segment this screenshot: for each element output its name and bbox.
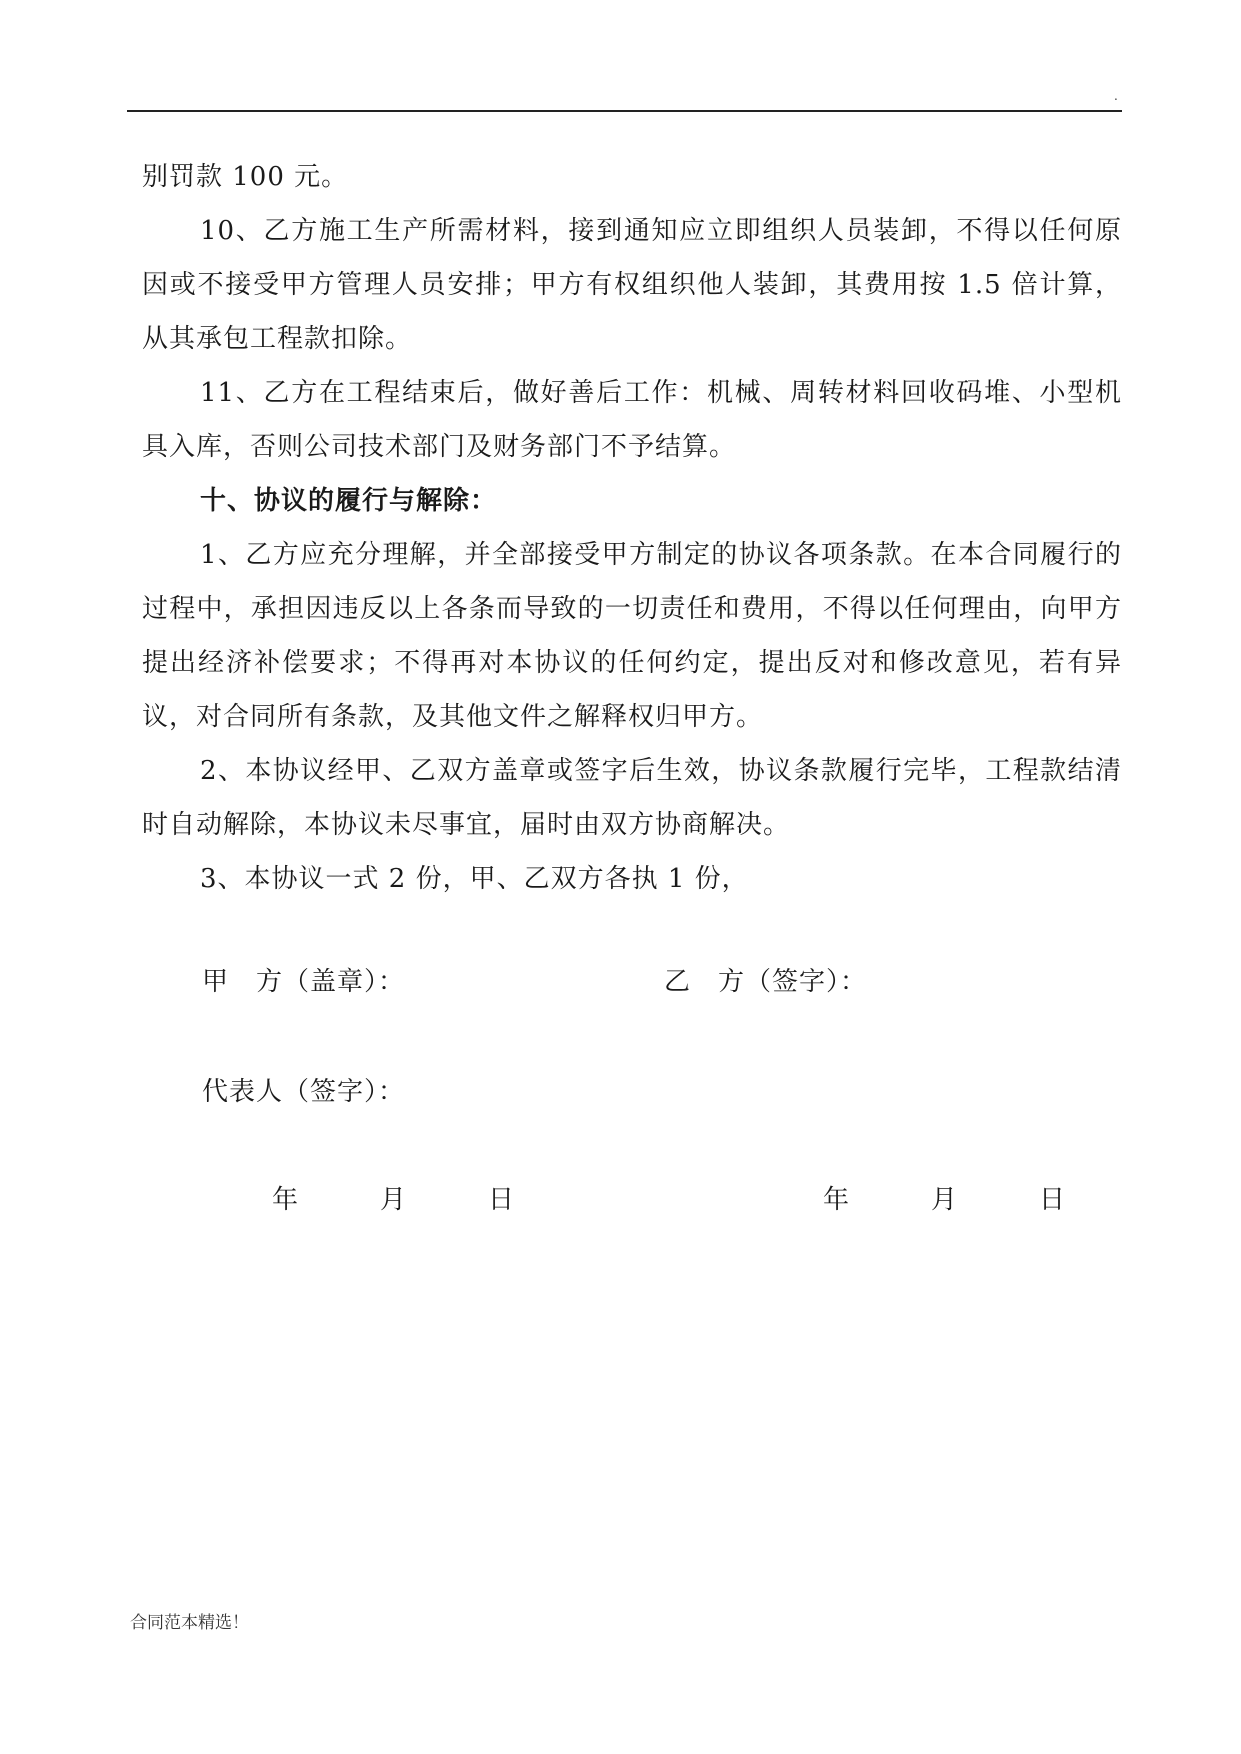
- paragraph-continuation: 别罚款 100 元。: [142, 162, 349, 192]
- header-mark: .: [1114, 89, 1118, 103]
- clause-3: 3、本协议一式 2 份，甲、乙双方各执 1 份，: [200, 864, 749, 894]
- clause-10: 10、乙方施工生产所需材料，接到通知应立即组织人员装卸，不得以任何原因或不接受甲方管理人员安排；甲方有权组织他人装卸，其费用按 1.5 倍计算，从其承包工程款扣除。: [142, 216, 1122, 354]
- party-b-signature-label: 乙 方（签字）：: [664, 967, 868, 997]
- party-b-date: 年 月 日: [823, 1185, 1067, 1215]
- party-a-date: 年 月 日: [272, 1185, 516, 1215]
- header-rule: [127, 110, 1122, 112]
- clause-11: 11、乙方在工程结束后，做好善后工作：机械、周转材料回收码堆、小型机具入库，否则公司技术部门及财务部门不予结算。: [142, 378, 1122, 462]
- clause-1: 1、乙方应充分理解，并全部接受甲方制定的协议各项条款。在本合同履行的过程中，承担因违反以上各条而导致的一切责任和费用，不得以任何理由，向甲方提出经济补偿要求；不得再对本协议的任何约定，提出反对和修改意见，若有异议，对合同所有条款，及其他文件之解释权归甲方。: [142, 540, 1122, 732]
- party-a-seal-label: 甲 方（盖章）：: [202, 967, 406, 997]
- footer-text: 合同范本精选！: [130, 1613, 249, 1633]
- contract-body: [142, 150, 1122, 906]
- representative-signature-label: 代表人（签字）：: [202, 1077, 406, 1107]
- clause-2: 2、本协议经甲、乙双方盖章或签字后生效，协议条款履行完毕，工程款结清时自动解除，本协议未尽事宜，届时由双方协商解决。: [142, 756, 1122, 840]
- section-heading-10: 十、协议的履行与解除：: [200, 486, 498, 516]
